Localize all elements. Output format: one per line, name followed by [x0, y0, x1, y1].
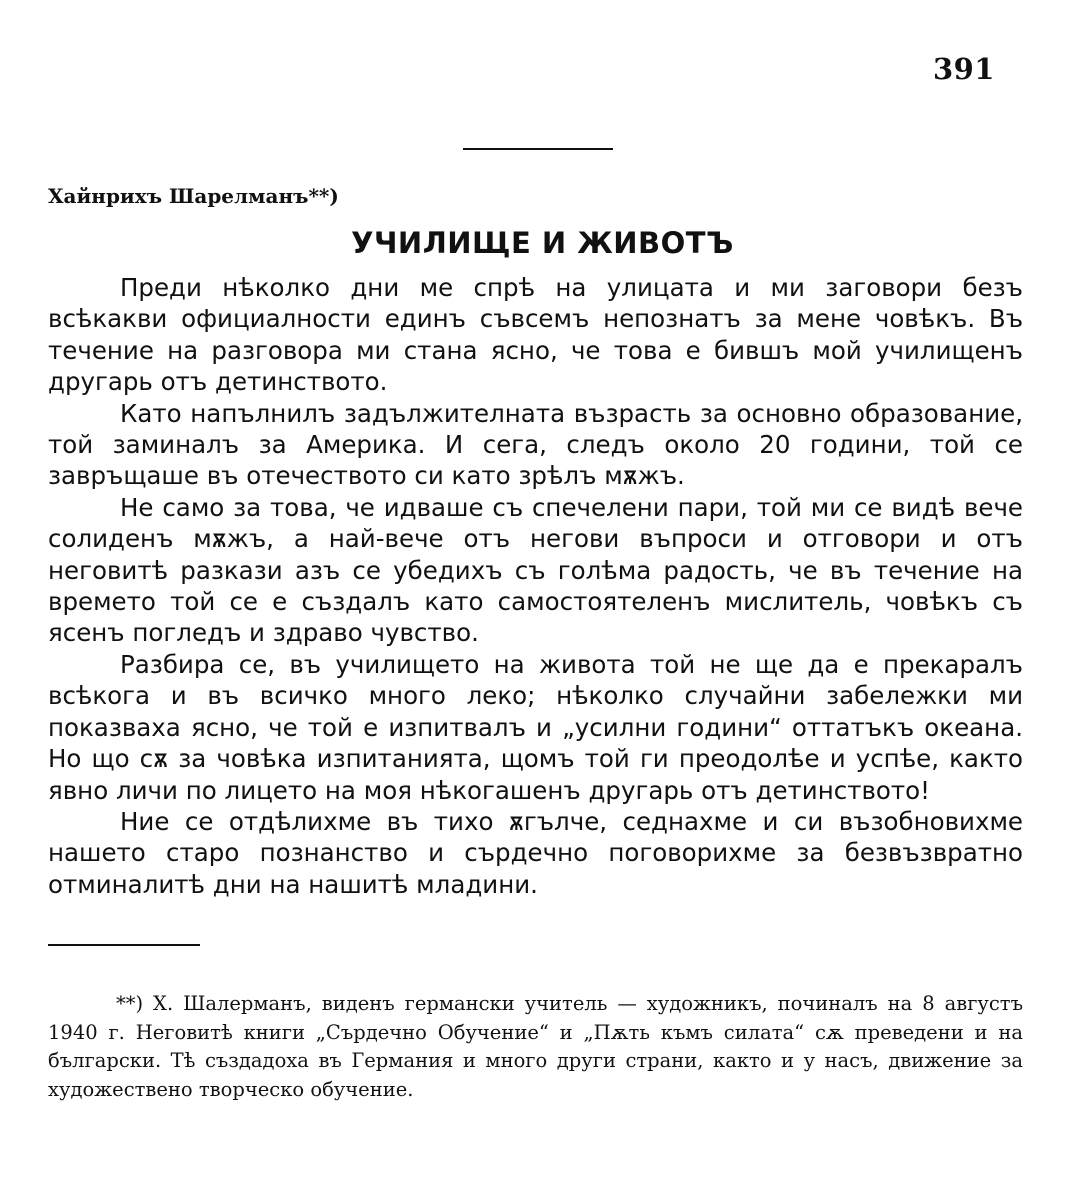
author-name: Хайнрихъ Шарелманъ**) [48, 184, 339, 208]
paragraph: Не само за това, че идваше съ спечелени пари, той ми се видѣ вече солиденъ мѫжъ, а най-вече отъ негови въпроси и отговори и отъ неговитѣ разкази азъ се убедихъ съ голѣма радость, че въ течение на времето той се е създалъ като самостоятеленъ мислитель, човѣкъ съ ясенъ погледъ и здраво чувство. [48, 492, 1023, 648]
footnote-divider [48, 944, 200, 946]
paragraph: Ние се отдѣлихме въ тихо ѫгълче, седнахме и си възобновихме нашето старо познанство и сърдечно поговорихме за безвъзвратно отминалитѣ дни на нашитѣ младини. [48, 806, 1023, 899]
paragraph: Преди нѣколко дни ме спрѣ на улицата и ми заговори безъ всѣкакви официалности единъ съвсемъ непознатъ за мене човѣкъ. Въ течение на разговора ми стана ясно, че това е бившъ мой училищенъ другарь отъ детинството. [48, 273, 1023, 397]
article-body [48, 272, 1023, 900]
paragraph: Като напълнилъ задължителната възрасть за основно образование, той заминалъ за Америка. И сега, следъ около 20 години, той се завръщаше въ отечеството си като зрѣлъ мѫжъ. [48, 398, 1023, 491]
article-title: УЧИЛИЩЕ И ЖИВОТЪ [351, 226, 734, 260]
paragraph: Разбира се, въ училището на живота той не ще да е прекаралъ всѣкога и въ всичко много леко; нѣколко случайни забележки ми показваха ясно, че той е изпитвалъ и „усилни години“ оттатъкъ океана. Но що сѫ за човѣка изпитанията, щомъ той ги преодолѣе и успѣе, както явно личи по лицето на моя нѣкогашенъ другарь отъ детинството! [48, 649, 1023, 805]
footnote: **) Х. Шалерманъ, виденъ германски учитель — художникъ, починалъ на 8 августъ 1940 г. Неговитѣ книги „Сърдечно Обучение“ и „Пѫть къмъ силата“ сѫ преведени и на български. Тѣ създадоха въ Германия и много други страни, както и у насъ, движение за художествено творческо обучение. [48, 992, 1023, 1101]
section-divider [463, 148, 613, 150]
page-number: 391 [932, 52, 995, 86]
